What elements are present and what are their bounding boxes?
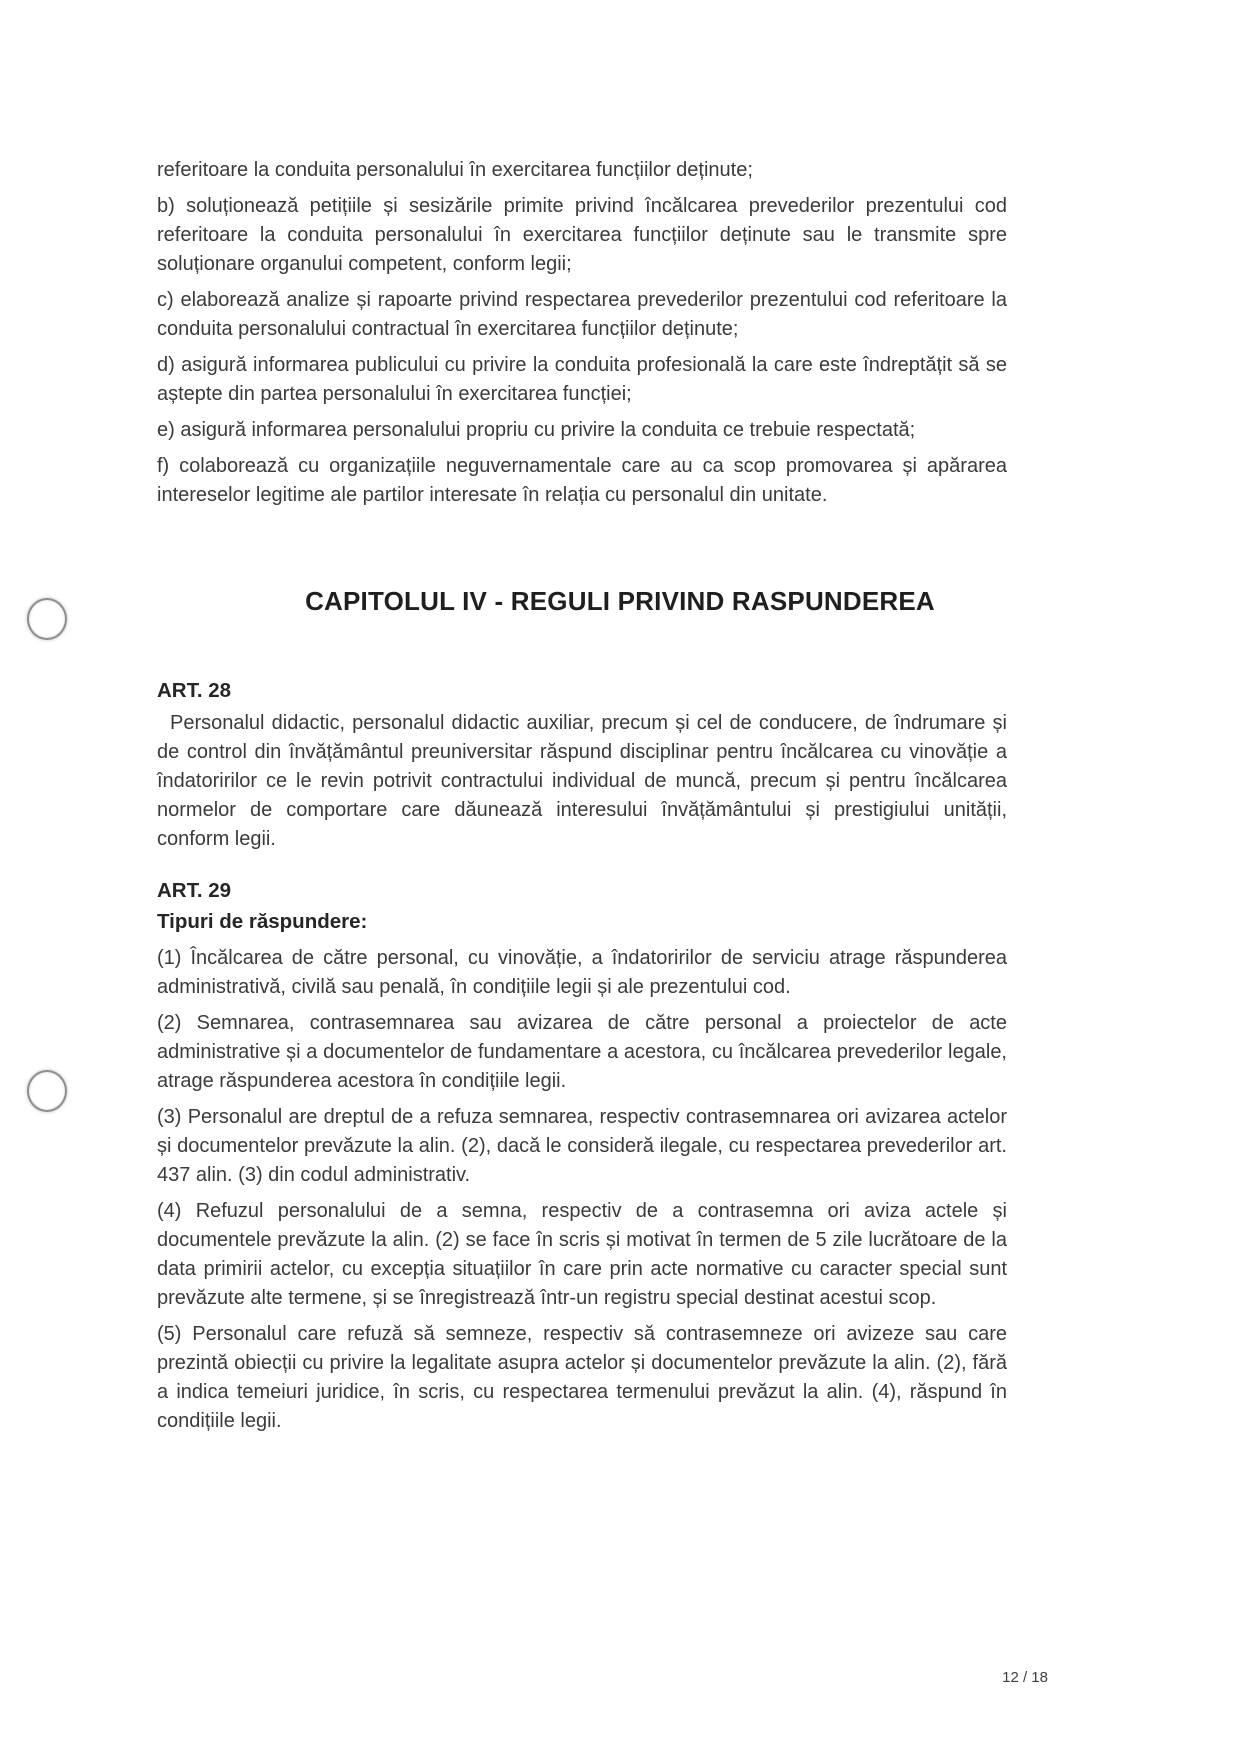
punch-hole-icon	[27, 598, 67, 640]
chapter-heading: CAPITOLUL IV - REGULI PRIVIND RASPUNDEREA	[305, 586, 935, 616]
article-29-subheading: Tipuri de răspundere:	[157, 910, 368, 933]
paragraph-continuation: referitoare la conduita personalului în exercitarea funcțiilor deținute;	[157, 159, 753, 181]
punch-hole-icon	[27, 1070, 67, 1112]
list-item-f: f) colaborează cu organizațiile neguvernamentale care au ca scop promovarea și apărarea intereselor legitime ale partilor interesate în relația cu personalul din unitate.	[157, 455, 1007, 506]
article-29-alin-1: (1) Încălcarea de către personal, cu vinovăție, a îndatoririlor de serviciu atrage răspunderea administrativă, civilă sau penală, în condițiile legii și ale prezentului cod.	[157, 947, 1007, 998]
article-29-alin-5: (5) Personalul care refuză să semneze, respectiv să contrasemneze ori avizeze sau care prezintă obiecții cu privire la legalitate asupra actelor și documentelor prevăzute la alin. (2), fără a indica temeiuri juridice, în scris, cu respectarea termenului prevăzut la alin. (4), răspund în condițiile legii.	[157, 1323, 1007, 1432]
article-29-label: ART. 29	[157, 879, 232, 902]
article-29-alin-4: (4) Refuzul personalului de a semna, respectiv de a contrasemna ori aviza actele și documentele prevăzute la alin. (2) se face în scris și motivat în termen de 5 zile lucrătoare de la data primirii actelor, cu excepția situațiilor în care prin acte normative cu caracter special sunt prevăzute alte termene, și se înregistrează într-un registru special destinat acestui scop.	[157, 1200, 1007, 1309]
list-item-b: b) soluționează petițiile și sesizările primite privind încălcarea prevederilor prezentului cod referitoare la conduita personalului în exercitarea funcțiilor deținute sau le transmite spre soluționare organului competent, conform legii;	[157, 195, 1007, 275]
article-29-alin-3: (3) Personalul are dreptul de a refuza semnarea, respectiv contrasemnarea ori avizarea actelor și documentelor prevăzute la alin. (2), dacă le consideră ilegale, cu respectarea prevederilor art. 437 alin. (3) din codul administrativ.	[157, 1106, 1007, 1186]
article-28-label: ART. 28	[157, 679, 232, 702]
page-number: 12 / 18	[1002, 1669, 1048, 1686]
document-body	[157, 156, 1007, 1443]
list-item-c: c) elaborează analize și rapoarte privind respectarea prevederilor prezentului cod referitoare la conduita personalului contractual în exercitarea funcțiilor deținute;	[157, 289, 1007, 340]
article-29-alin-2: (2) Semnarea, contrasemnarea sau avizarea de către personal a proiectelor de acte administrative și a documentelor de fundamentare a acestora, cu încălcarea prevederilor legale, atrage răspunderea acestora în condițiile legii.	[157, 1012, 1007, 1092]
article-28-body: Personalul didactic, personalul didactic auxiliar, precum și cel de conducere, de îndrumare și de control din învățământul preuniversitar răspund disciplinar pentru încălcarea cu vinovăție a îndatoririlor ce le revin potrivit contractului individual de muncă, precum și pentru încălcarea normelor de comportare care dăunează interesului învățământului și prestigiului unității, conform legii.	[157, 712, 1007, 850]
list-item-e: e) asigură informarea personalului propriu cu privire la conduita ce trebuie respectată;	[157, 419, 916, 441]
list-item-d: d) asigură informarea publicului cu privire la conduita profesională la care este îndreptățit să se aștepte din partea personalului în exercitarea funcției;	[157, 354, 1007, 405]
